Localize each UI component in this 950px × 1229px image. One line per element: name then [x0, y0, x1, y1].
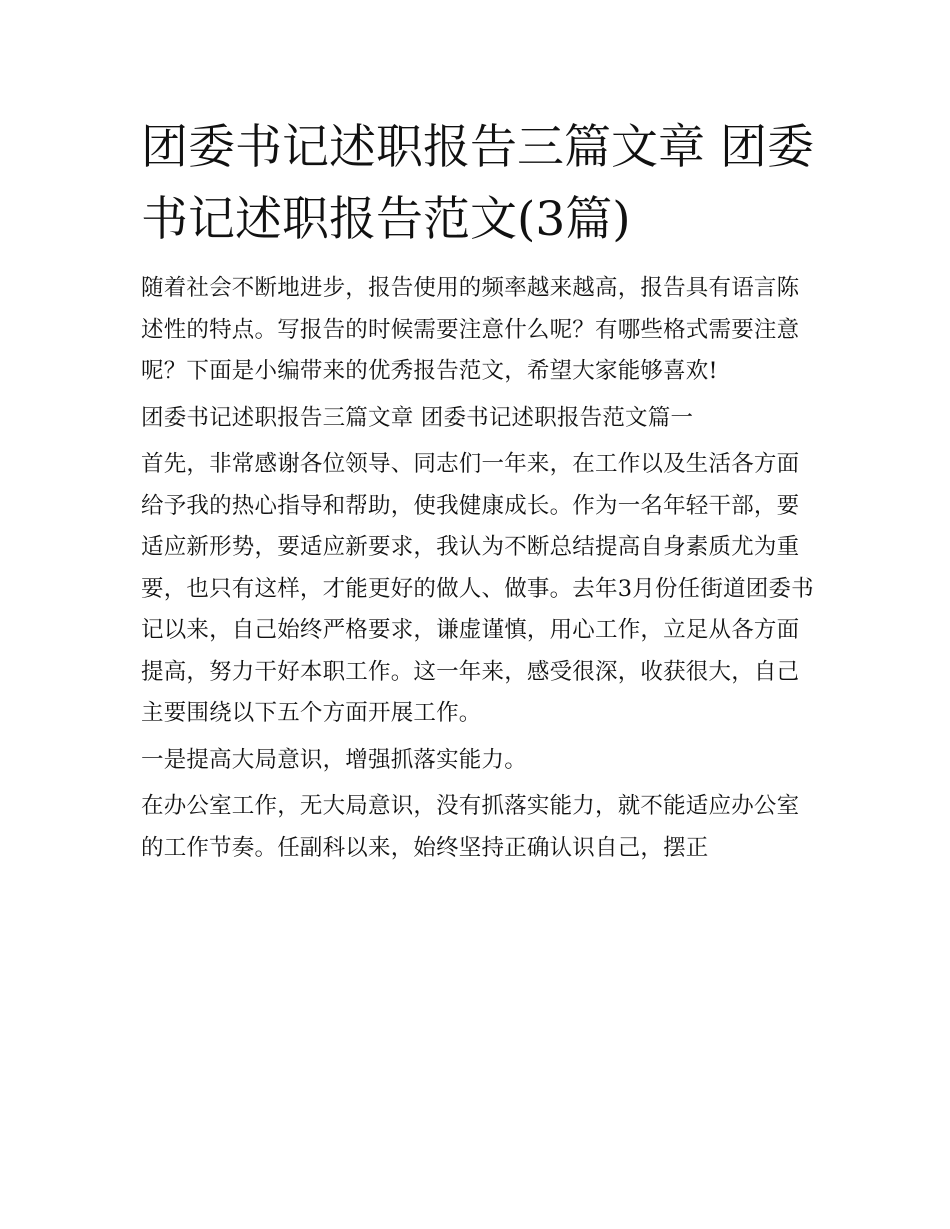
- body-paragraph: 在办公室工作，无大局意识，没有抓落实能力，就不能适应办公室的工作节奏。任副科以来，始终坚持正确认识自己，摆正: [141, 793, 800, 861]
- document-title: 团委书记述职报告三篇文章 团委书记述职报告范文(3篇): [141, 120, 814, 247]
- body-paragraph: 首先，非常感谢各位领导、同志们一年来，在工作以及生活各方面给予我的热心指导和帮助，使我健康成长。作为一名年轻干部，要适应新形势，要适应新要求，我认为不断总结提高自身素质尤为重要，也只有这样，才能更好的做人、做事。去年3月份任街道团委书记以来，自己始终严格要求，谦虚谨慎，用心工作，立足从各方面提高，努力干好本职工作。这一年来，感受很深，收获很大，自己主要围绕以下五个方面开展工作。: [141, 451, 814, 726]
- document-body: [141, 112, 821, 869]
- intro-paragraph: 随着社会不断地进步，报告使用的频率越来越高，报告具有语言陈述性的特点。写报告的时候需要注意什么呢？有哪些格式需要注意呢？下面是小编带来的优秀报告范文，希望大家能够喜欢!: [141, 275, 800, 384]
- section-heading: 团委书记述职报告三篇文章 团委书记述职报告范文篇一: [141, 404, 694, 431]
- point-heading: 一是提高大局意识，增强抓落实能力。: [141, 746, 527, 773]
